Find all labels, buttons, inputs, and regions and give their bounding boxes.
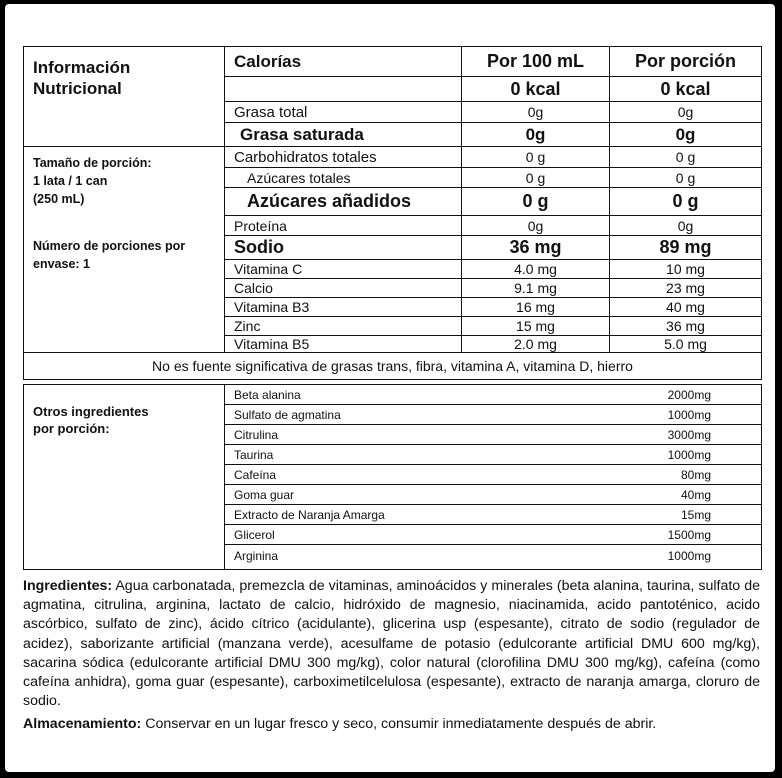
per-100ml-header: Por 100 mL [461,47,609,76]
list-item [225,385,761,405]
ingredient-name: Glicerol [234,527,275,542]
ingredients-paragraph [23,577,760,711]
ingredient-name: Citrulina [234,427,279,442]
calories-100ml: 0 kcal [461,77,609,101]
value-100ml: 0g [461,123,609,146]
nutrient-name: Sodio [234,237,284,257]
list-item [225,425,761,445]
serving-size: Tamaño de porción: 1 lata / 1 can (250 mL) [33,156,152,206]
value-100ml: 15 mg [461,317,609,335]
ingredient-amount: 1000mg [667,407,711,422]
nutrient-name: Azúcares totales [247,169,351,186]
value-100ml: 0g [461,216,609,235]
calories-row [225,77,761,102]
ingredient-amount: 15mg [680,507,711,522]
ingredient-amount: 80mg [680,467,711,482]
list-item [225,505,761,525]
label-page [5,4,775,772]
table-row [225,102,761,123]
nutrient-name: Vitamina C [234,261,303,277]
value-serving: 5.0 mg [609,336,761,352]
nutrition-footnote: No es fuente significativa de grasas trans, fibra, vitamina A, vitamina D, hierro [24,352,761,380]
value-serving: 23 mg [609,279,761,297]
ingredient-amount: 1000mg [667,549,711,563]
nutrient-name: Azúcares añadidos [247,191,412,211]
value-100ml: 16 mg [461,298,609,316]
list-item [225,485,761,505]
ingredient-name: Extracto de Naranja Amarga [234,507,385,522]
nutrient-name: Zinc [234,318,261,334]
ingredient-name: Goma guar [234,487,295,502]
table-row [225,317,761,336]
nutrient-name: Carbohidratos totales [234,148,377,166]
ingredients-label: Ingredientes: [23,578,113,594]
storage-paragraph [23,715,760,734]
value-serving: 40 mg [609,298,761,316]
servings-per-container: Número de porciones por envase: 1 [33,239,186,271]
nutrient-name: Grasa saturada [240,124,364,144]
ingredient-amount: 1000mg [667,447,711,462]
table-row [225,236,761,260]
value-100ml: 36 mg [461,236,609,259]
value-serving: 36 mg [609,317,761,335]
list-item [225,545,761,567]
ingredient-name: Cafeína [234,467,277,482]
nutrition-left-panel [24,47,225,352]
nutrient-name: Vitamina B3 [234,299,310,315]
list-item [225,465,761,485]
nutrient-name: Grasa total [234,103,308,121]
value-serving: 0 g [609,188,761,215]
table-row [225,123,761,147]
list-item [225,405,761,425]
other-ingredients-table [23,384,762,570]
per-serving-header: Por porción [609,47,761,76]
storage-text: Conservar en un lugar fresco y seco, consumir inmediatamente después de abrir. [145,716,657,732]
ingredient-amount: 1500mg [667,527,711,542]
value-100ml: 4.0 mg [461,260,609,278]
value-serving: 89 mg [609,236,761,259]
value-serving: 0g [609,216,761,235]
ingredient-name: Arginina [234,549,279,563]
ingredient-amount: 40mg [680,487,711,502]
table-row [225,279,761,298]
value-100ml: 0g [461,102,609,122]
value-100ml: 0 g [461,188,609,215]
ingredient-amount: 3000mg [667,427,711,442]
value-100ml: 9.1 mg [461,279,609,297]
ingredient-name: Taurina [234,447,274,462]
nutrition-title: Información Nutricional [33,58,131,98]
nutrient-name: Calcio [234,280,273,296]
table-row [225,260,761,279]
value-serving: 0g [609,102,761,122]
calories-label: Calorías [234,51,302,71]
other-ingredients-title: Otros ingredientes por porción: [33,404,149,436]
value-100ml: 0 g [461,147,609,167]
value-100ml: 0 g [461,168,609,187]
value-serving: 0 g [609,168,761,187]
nutrient-name: Proteína [234,217,287,234]
other-ingredients-left-panel [24,385,225,569]
ingredient-amount: 2000mg [667,387,711,402]
table-row [225,147,761,168]
calories-serving: 0 kcal [609,77,761,101]
ingredients-text: Agua carbonatada, premezcla de vitaminas, aminoácidos y minerales (beta alanina, taurina, sulfato de agmatina, citrulina, arginina, lactato de calcio, hidróxido de magnesio, niacinamida, acido pantoténico, acido ascórbico, sulfato de zinc), ácido cítrico (acidulante), glicerina usp (espesante), citrato de sodio (regulador de acidez), saborizante artificial (manzana verde), acesulfame de potasio (edulcorante artificial DMU 600 mg/kg), sacarina sódica (edulcorante artificial DMU 300 mg/kg), color natural (clorofilina DMU 300 mg/kg), cafeína (como cafeína anhidra), goma guar (espesante), carboximetilcelulosa (espesante), extracto de naranja amarga, cloruro de sodio. [23,578,760,710]
header-row [225,47,761,77]
nutrition-table [23,46,762,380]
table-row [225,188,761,216]
table-row [225,216,761,236]
value-serving: 0g [609,123,761,146]
nutrient-name: Vitamina B5 [234,336,310,352]
table-row [225,298,761,317]
divider [24,146,224,147]
storage-label: Almacenamiento: [23,716,142,732]
value-100ml: 2.0 mg [461,336,609,352]
value-serving: 10 mg [609,260,761,278]
list-item [225,525,761,545]
table-row [225,336,761,352]
ingredient-name: Beta alanina [234,387,301,402]
value-serving: 0 g [609,147,761,167]
ingredient-name: Sulfato de agmatina [234,407,341,422]
list-item [225,445,761,465]
table-row [225,168,761,188]
